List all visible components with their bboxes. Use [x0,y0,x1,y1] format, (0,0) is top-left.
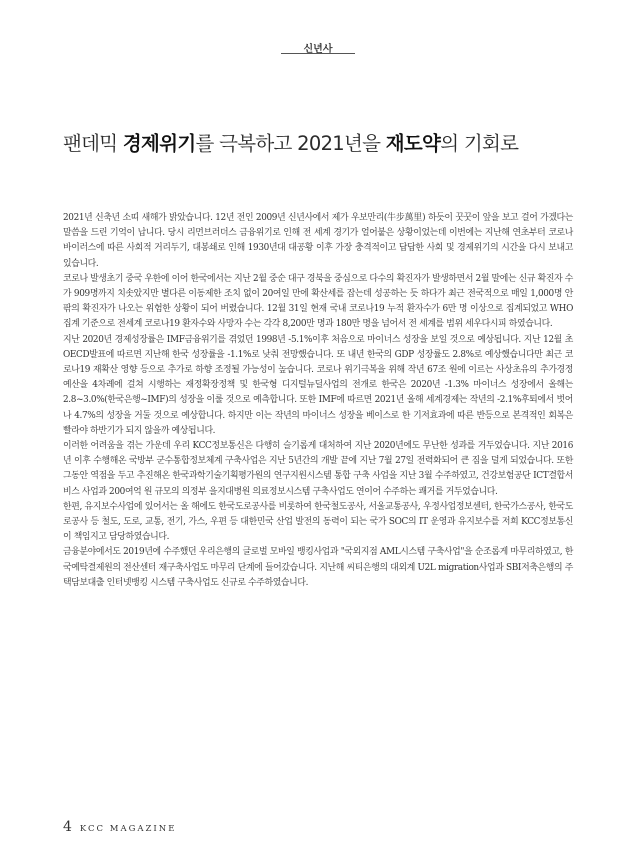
paragraph: 코로나 발생초기 중국 우한에 이어 한국에서는 지난 2월 중순 대구 경북을 중심으로 다수의 확진자가 발생하면서 2월 말에는 신규 확진자 수가 909명까지 치솟았지만 별다른 이동제한 조치 없이 20여일 만에 확산세를 잡는데 성공하는 듯 하다가 최근 전국적으로 매일 1,000명 안팎의 확진자가 나오는 위험한 상황이 되어 버렸습니다. 12월 31일 현재 국내 코로나19 누적 환자수가 6만 명 이상으로 집계되었고 WHO 집계 기준으로 전세계 코로나19 환자수와 사망자 수는 각각 8,200만 명과 180만 명을 넘어서 전 세계를 범위 세우다시피 하였습니다. [63,273,573,330]
article-body [63,211,573,591]
title-part-2: 를 극복하고 2021년을 [195,132,386,155]
title-bold-2: 재도약 [385,132,441,155]
paragraph: 지난 2020년 경제성장률은 IMF금융위기를 겪었던 1998년 -5.1%이후 처음으로 마이너스 성장을 보일 것으로 예상됩니다. 지난 12월 초 OECD발표에 따르면 지난해 한국 성장률을 -1.1%로 낮춰 전망했습니다. 또 내년 한국의 GDP 성장률도 2.8%로 예상했습니다만 최근 코로나19 재확산 영향 등으로 추가로 하향 조정될 가능성이 높습니다. 코로나 위기극복을 위해 작년 67조 원에 이르는 사상초유의 추가경정 예산을 4차례에 걸쳐 시행하는 재정확장정책 및 한국형 디지털뉴딜사업의 전개로 한국은 2020년 -1.3% 마이너스 성장에서 올해는 2.8~3.0%(한국은행~IMF)의 성장을 이룰 것으로 예측합니다. 또한 IMF에 따르면 2021년 올해 세계경제는 작년의 -2.1%후퇴에서 벗어나 4.7%의 성장을 거둘 것으로 예상합니다. 하지만 이는 작년의 마이너스 성장을 베이스로 한 기저효과에 따른 반등으로 본격적인 회복은 빨라야 하반기가 되지 않을까 예상됩니다. [63,334,573,436]
paragraph: 금융분야에서도 2019년에 수주했던 우리은행의 글로벌 모바일 뱅킹사업과 "국외지점 AML시스템 구축사업"을 순조롭게 마무리하였고, 한국예탁결제원의 전산센터 재구축사업도 마무리 단계에 들어갔습니다. 지난해 씨티은행의 대외계 U2L migration사업과 SBI저축은행의 주택담보대출 인터넷뱅킹 시스템 구축사업도 신규로 수주하였습니다. [63,547,573,588]
title-part-1: 팬데믹 [63,132,123,155]
title-bold-1: 경제위기 [122,132,196,155]
paragraph: 한편, 유지보수사업에 있어서는 올 해에도 한국도로공사를 비롯하여 한국철도공사, 서울교통공사, 우정사업정보센터, 한국가스공사, 한국도로공사 등 철도, 도로, 교통, 전기, 가스, 우편 등 대한민국 산업 발전의 동력이 되는 국가 SOC의 IT 운영과 유지보수를 저희 KCC정보통신이 책임지고 담당하였습니다. [63,501,573,543]
magazine-name: KCC MAGAZINE [79,824,177,834]
paragraph: 이러한 어려움을 겪는 가운데 우리 KCC정보통신은 다행히 슬기롭게 대처하여 지난 2020년에도 무난한 성과를 거두었습니다. 지난 2016년 이후 수행해온 국방부 군수통합정보체계 구축사업은 지난 5년간의 개발 끝에 지난 7월 27일 전력화되어 큰 짐을 덜게 되었습니다. 또한 그동안 역점을 두고 추진해온 한국과학기술기획평가원의 연구지원시스템 통합 구축 사업을 지난 3월 수주하였고, 건강보험공단 ICT결합서비스 사업과 200여억 원 규모의 의정부 을지대병원 의료정보시스템 구축사업도 연이어 수주하는 쾌거를 거두었습니다. [63,441,573,497]
page-title [63,130,583,158]
paragraph: 2021년 신축년 소띠 새해가 밝았습니다. 12년 전인 2009년 신년사에서 제가 우보만리(牛步萬里) 하듯이 꿋꿋이 앞을 보고 걸어 가겠다는 말씀을 드린 기억이 납니다. 당시 리먼브러더스 금융위기로 인해 전 세계 경기가 얼어붙은 상황이었는데 이번에는 지난해 연초부터 코로나 바이러스에 따른 사회적 거리두기, 대봉쇄로 인해 1930년대 대공황 이후 가장 충격적이고 답답한 사회 및 경제위기의 시간을 다시 보내고 있습니다. [63,213,573,269]
page-number: 4 [63,819,72,835]
section-tag: 신년사 [303,44,333,55]
page-footer [63,819,176,835]
section-divider [281,53,355,54]
title-part-3: 의 기회로 [440,132,519,155]
